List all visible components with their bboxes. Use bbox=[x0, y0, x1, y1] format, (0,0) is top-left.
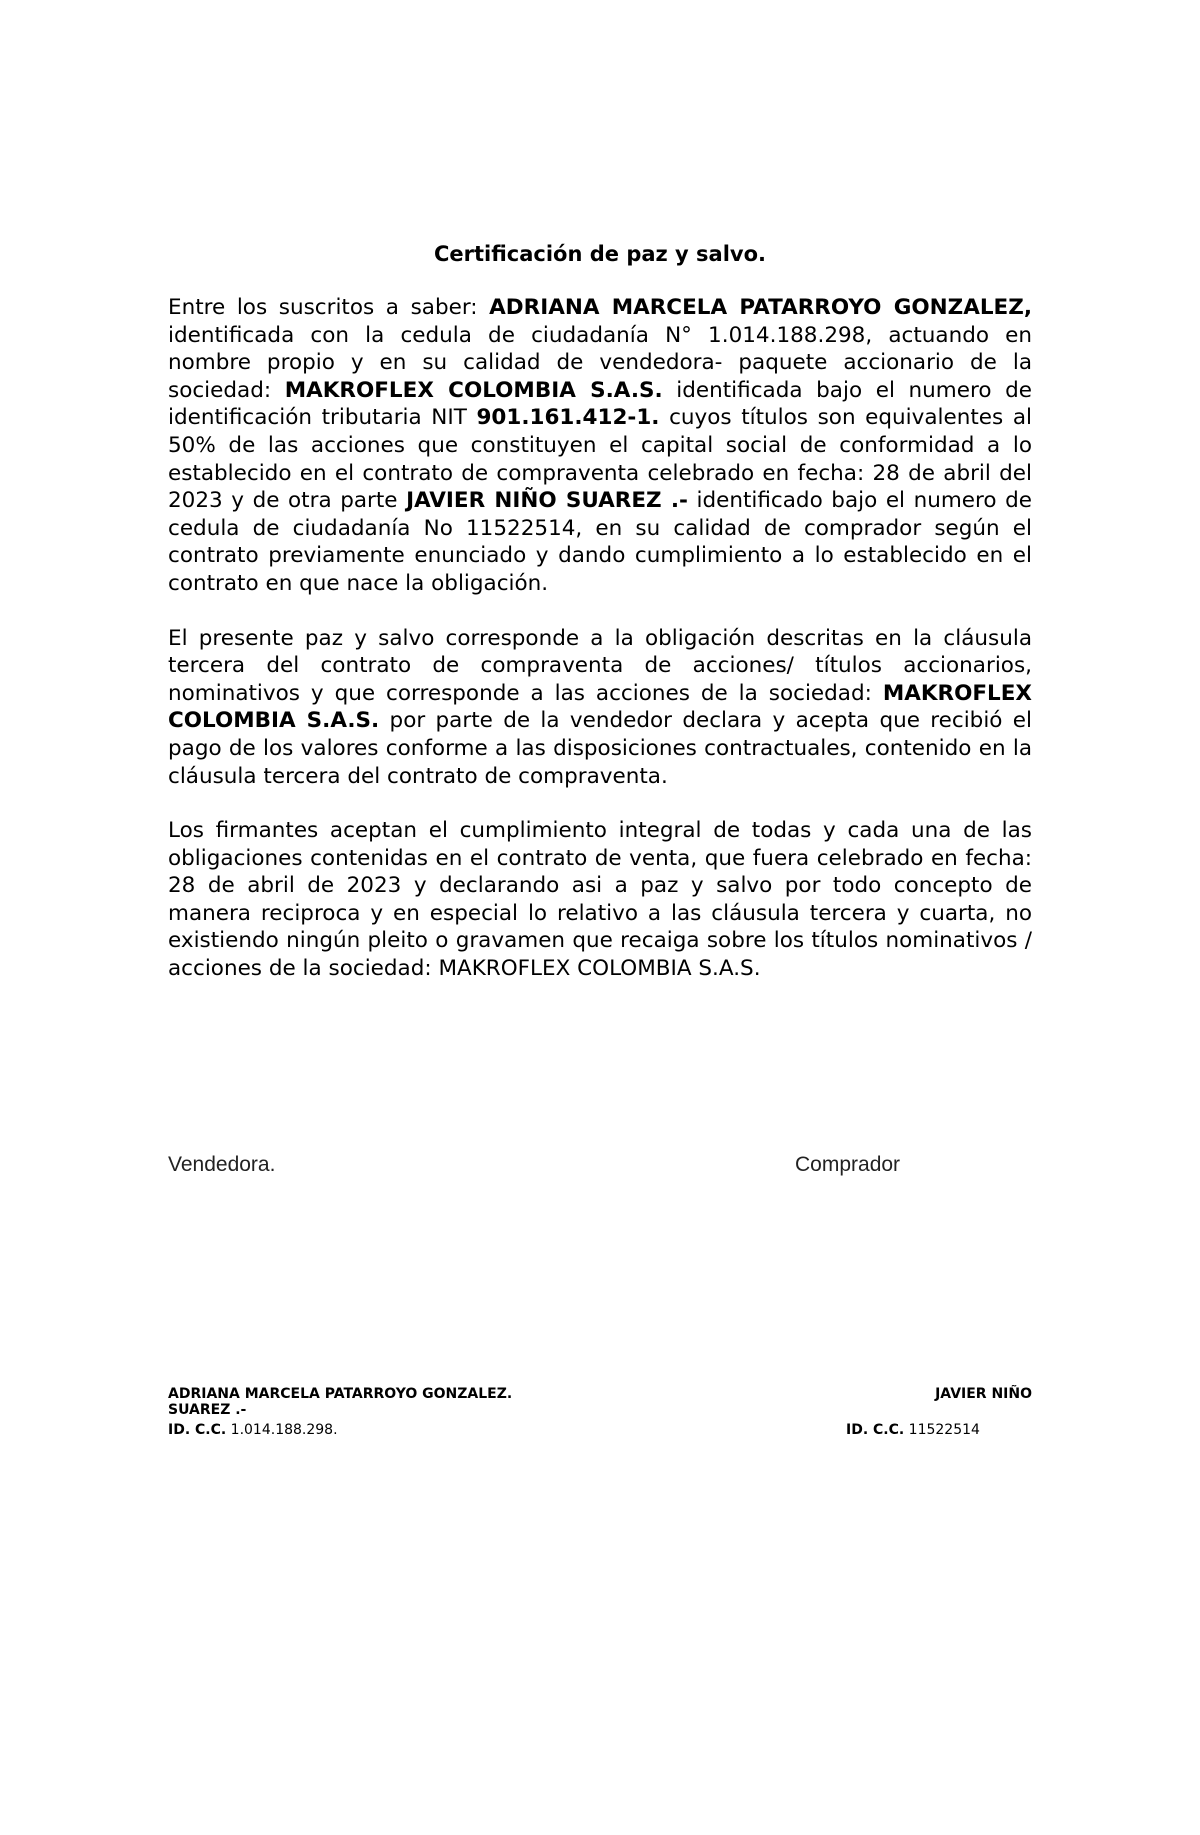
buyer-name-line1: JAVIER NIÑO bbox=[935, 1386, 1032, 1402]
company-name-bold-2: MAKROFLEX COLOMBIA S.A.S. bbox=[168, 680, 1032, 734]
p1-text-3: identificada bajo el numero de identificación tributaria NIT bbox=[168, 377, 1032, 431]
buyer-name-bold: JAVIER NIÑO SUAREZ .- bbox=[406, 488, 688, 514]
buyer-id-label: ID. C.C. bbox=[846, 1422, 905, 1438]
document-body bbox=[168, 294, 1032, 1010]
seller-role-label: Vendedora. bbox=[168, 1153, 276, 1176]
seller-name-signature: ADRIANA MARCELA PATARROYO GONZALEZ. bbox=[168, 1386, 513, 1402]
buyer-name-line2: SUAREZ .- bbox=[168, 1402, 247, 1418]
seller-id-label: ID. C.C. bbox=[168, 1422, 227, 1438]
p2-text-1: El presente paz y salvo corresponde a la obligación descritas en la cláusula tercera del contrato de compraventa de acciones/ títulos accionarios, nominativos y que corresponde a las acciones de la sociedad: bbox=[168, 625, 1032, 706]
company-name-bold: MAKROFLEX COLOMBIA S.A.S. bbox=[284, 377, 663, 403]
document-title: Certificación de paz y salvo. bbox=[433, 242, 767, 266]
p1-text-5: identificado bajo el numero de cedula de ciudadanía No 11522514, en su calidad de comprador según el contrato previamente enunciado y dando cumplimiento a lo establecido en el contrato en que nace la obligación. bbox=[168, 488, 1032, 596]
buyer-role-label: Comprador bbox=[795, 1153, 901, 1176]
p2-text-2: por parte de la vendedor declara y acepta que recibió el pago de los valores conforme a las disposiciones contractuales, contenido en la cláusula tercera del contrato de compraventa. bbox=[168, 708, 1032, 789]
paragraph-parties bbox=[168, 294, 1032, 598]
p1-text-2: identificada con la cedula de ciudadanía N° 1.014.188.298, actuando en nombre propio y en su calidad de vendedora- paquete accionario de la sociedad: bbox=[168, 322, 1032, 403]
p1-text-1: Entre los suscritos a saber: bbox=[168, 295, 490, 320]
paragraph-compliance: Los firmantes aceptan el cumplimiento integral de todas y cada una de las obligaciones contenidas en el contrato de venta, que fuera celebrado en fecha: 28 de abril de 2023 y declarando asi a paz y salvo por todo concepto de manera reciproca y en especial lo relativo a las cláusula tercera y cuarta, no existiendo ningún pleito o gravamen que recaiga sobre los títulos nominativos / acciones de la sociedad: MAKROFLEX COLOMBIA S.A.S. bbox=[168, 818, 1032, 982]
seller-name-bold: ADRIANA MARCELA PATARROYO GONZALEZ, bbox=[489, 295, 1032, 320]
buyer-id bbox=[846, 1422, 980, 1438]
seller-id bbox=[168, 1422, 338, 1438]
p1-text-4: cuyos títulos son equivalentes al 50% de las acciones que constituyen el capital social de conformidad a lo establecido en el contrato de compraventa celebrado en fecha: 28 de abril del 2023 y de otra parte bbox=[168, 405, 1032, 514]
seller-id-number: 1.014.188.298. bbox=[226, 1422, 338, 1438]
buyer-id-number: 11522514 bbox=[904, 1422, 980, 1438]
seller-signature-name bbox=[168, 1386, 1032, 1418]
paragraph-obligation bbox=[168, 625, 1032, 791]
nit-number-bold: 901.161.412-1. bbox=[476, 405, 660, 431]
